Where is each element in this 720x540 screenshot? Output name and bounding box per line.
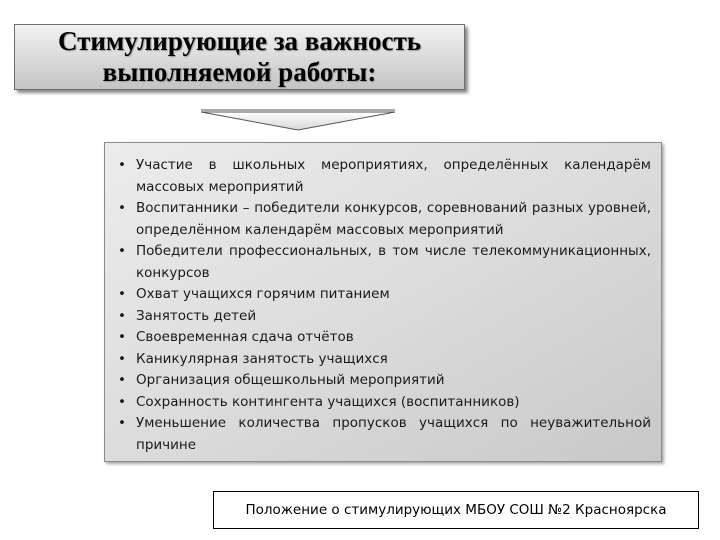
list-item: • Организация общешкольный мероприятий bbox=[118, 370, 651, 392]
list-item: • Участие в школьных мероприятиях, определённых календарём массовых мероприятий bbox=[118, 155, 651, 198]
title-box bbox=[14, 24, 465, 90]
list-item: • Охват учащихся горячим питанием bbox=[118, 284, 651, 306]
title-line-1: Стимулирующие за важность bbox=[57, 26, 422, 56]
list-item: • Каникулярная занятость учащихся bbox=[118, 349, 651, 371]
criteria-list bbox=[105, 143, 661, 456]
list-item: • Сохранность контингента учащихся (воспитанников) bbox=[118, 392, 651, 414]
title-line-2: выполняемой работы: bbox=[102, 57, 377, 87]
page-title bbox=[58, 26, 421, 88]
list-item: • Победители профессиональных, в том числе телекоммуникационных, конкурсов bbox=[118, 241, 651, 284]
list-item: • Уменьшение количества пропусков учащихся по неуважительной причине bbox=[118, 413, 651, 456]
list-item: • Воспитанники – победители конкурсов, соревнований разных уровней, определённом календарём массовых мероприятий bbox=[118, 198, 651, 241]
down-arrow-icon bbox=[198, 109, 398, 133]
list-item: • Занятость детей bbox=[118, 306, 651, 328]
source-reference: Положение о стимулирующих МБОУ СОШ №2 Красноярска bbox=[213, 491, 699, 529]
criteria-panel bbox=[104, 142, 662, 462]
list-item: • Своевременная сдача отчётов bbox=[118, 327, 651, 349]
